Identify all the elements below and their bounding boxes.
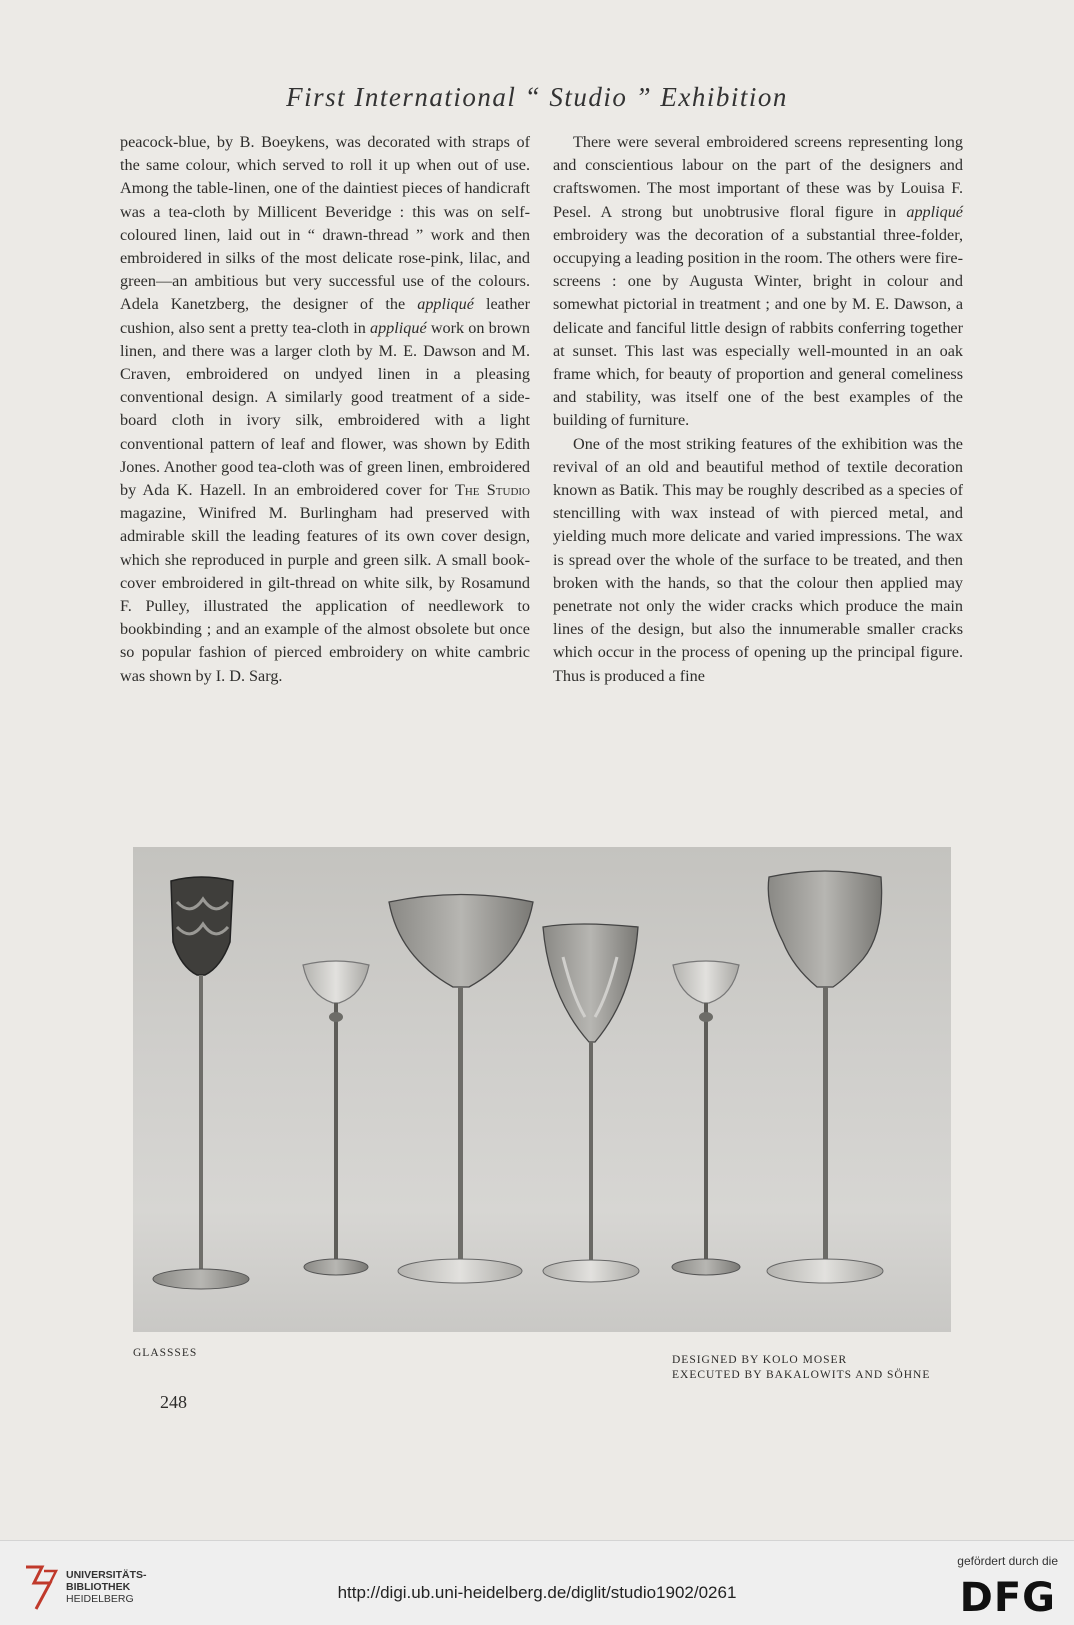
glasses-photograph (133, 847, 951, 1332)
left-paragraph: peacock-blue, by B. Boeykens, was decorated with straps of the same colour, which served to roll it up when out of use. Among the table-linen, one of the daintiest pieces of handicraft was a tea-cloth by Millicent Beveridge : this was on self-coloured linen, laid out in “ drawn-thread ” work and then embroidered in silks of the most delicate rose-pink, lilac, and green—an ambitious but very successful use of the colours. Adela Kanetzberg, the designer of the appliqué leather cushion, also sent a pretty tea-cloth in appliqué work on brown linen, and there was a larger cloth by M. E. Dawson and M. Craven, embroidered on undyed linen in a pleasing conventional design. A similarly good treatment of a side-board cloth in ivory silk, embroidered with a light conventional pattern of leaf and flower, was shown by Edith Jones. Another good tea-cloth was of green linen, embroidered by Ada K. Hazell. In an embroidered cover for The Studio magazine, Winifred M. Burlingham had preserved with admirable skill the leading features of its own cover design, which she reproduced in purple and green silk. A small book-cover embroidered in gilt-thread on white silk, by Rosamund F. Pulley, illustrated the application of needlework to bookbinding ; and an example of the almost obsolete but once so popular fashion of pierced embroidery on white cambric was shown by I. D. Sarg. (120, 133, 530, 685)
dfg-logo: DFG (959, 1575, 1056, 1621)
caption-credits: DESIGNED BY KOLO MOSER EXECUTED BY BAKALOWITS AND SÖHNE (672, 1354, 931, 1381)
permalink[interactable]: http://digi.ub.uni-heidelberg.de/diglit/studio1902/0261 (337, 1583, 737, 1602)
glass-2 (303, 961, 369, 1275)
library-name: UNIVERSITÄTS- BIBLIOTHEK HEIDELBERG (66, 1569, 147, 1605)
glass-1 (153, 877, 249, 1289)
glass-4 (543, 924, 639, 1282)
right-paragraph-2: One of the most striking features of the exhibition was the revival of an old and beautiful method of textile decoration known as Batik. This may be roughly described as a species of stencilling with wax instead of with pierced metal, and yielding much more delicate and varied impressions. The wax is spread over the whole of the surface to be treated, and then broken with the hands, so that the colour then applied may penetrate not only the wider cracks which produce the main lines of the design, but also the innumerable smaller cracks which occur in the process of opening up the principal figure. Thus is produced a fine (553, 434, 963, 685)
glasses-illustration (133, 847, 951, 1332)
glass-6 (767, 871, 883, 1283)
left-column (120, 131, 530, 688)
caption-title: GLASSSES (133, 1347, 198, 1359)
viewer-footer (0, 1540, 1074, 1625)
funding-note: gefördert durch die (957, 1554, 1058, 1568)
glass-3 (389, 895, 533, 1284)
running-header: First International “ Studio ” Exhibition (286, 82, 788, 112)
right-paragraph-1: There were several embroidered screens representing long and conscientious labour on the part of the designers and craftswomen. The most important of these was by Louisa F. Pesel. A strong but unobtrusive floral figure in appliqué embroidery was the decoration of a substantial three-folder, occupying a leading position in the room. The others were fire-screens : one by Augusta Winter, bright in colour and somewhat pictorial in treatment ; and one by M. E. Dawson, a delicate and fanciful little design of rabbits conferring together at sunset. This last was especially well-mounted in an oak frame which, for beauty of proportion and general comeliness and stability, was itself one of the best examples of the building of furniture. (553, 133, 963, 430)
right-column (553, 131, 963, 688)
glass-5 (672, 961, 740, 1275)
page-number: 248 (160, 1392, 187, 1412)
